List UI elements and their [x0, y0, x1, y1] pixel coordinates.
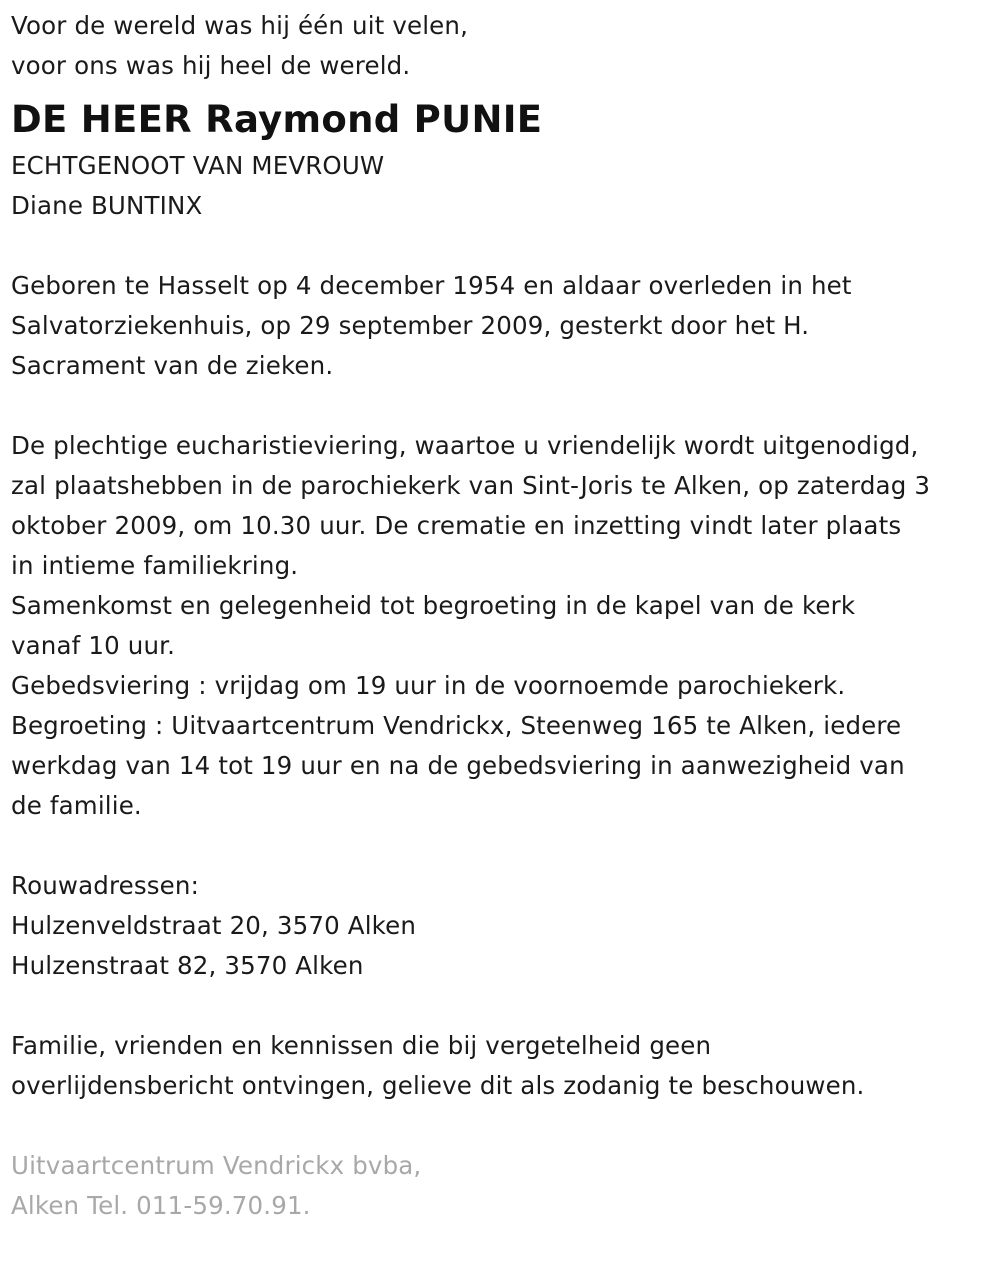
spacer	[11, 986, 990, 1026]
paragraph-line: Geboren te Hasselt op 4 december 1954 en aldaar overleden in het	[11, 271, 852, 300]
paragraph-line: werkdag van 14 tot 19 uur en na de gebedsviering in aanwezigheid van	[11, 751, 905, 780]
spacer	[11, 226, 990, 266]
addresses-label: Rouwadressen:	[11, 871, 199, 900]
spacer	[11, 826, 990, 866]
paragraph-line: Begroeting : Uitvaartcentrum Vendrickx, Steenweg 165 te Alken, iedere	[11, 711, 902, 740]
motto-line: voor ons was hij heel de wereld.	[11, 51, 411, 80]
paragraph-line: in intieme familiekring.	[11, 551, 299, 580]
footer-line: Uitvaartcentrum Vendrickx bvba,	[11, 1151, 422, 1180]
paragraph-line: Samenkomst en gelegenheid tot begroeting in de kapel van de kerk	[11, 591, 856, 620]
paragraph-line: Sacrament van de zieken.	[11, 351, 334, 380]
paragraph-line: zal plaatshebben in de parochiekerk van Sint-Joris te Alken, op zaterdag 3	[11, 471, 931, 500]
paragraph-line: Familie, vrienden en kennissen die bij vergetelheid geen	[11, 1031, 712, 1060]
closing-paragraph	[11, 1026, 990, 1106]
address-item: Hulzenveldstraat 20, 3570 Alken	[11, 911, 417, 940]
address-item: Hulzenstraat 82, 3570 Alken	[11, 951, 364, 980]
spacer	[11, 1106, 990, 1146]
funeral-home-footer	[11, 1146, 990, 1226]
spacer	[11, 386, 990, 426]
paragraph-line: Gebedsviering : vrijdag om 19 uur in de voornoemde parochiekerk.	[11, 671, 846, 700]
paragraph-line: oktober 2009, om 10.30 uur. De crematie en inzetting vindt later plaats	[11, 511, 902, 540]
paragraph-line: de familie.	[11, 791, 142, 820]
footer-line: Alken Tel. 011-59.70.91.	[11, 1191, 311, 1220]
paragraph-line: De plechtige eucharistieviering, waartoe u vriendelijk wordt uitgenodigd,	[11, 431, 919, 460]
relation-line: ECHTGENOOT VAN MEVROUW	[11, 151, 385, 180]
birth-death-paragraph	[11, 266, 990, 386]
paragraph-line: Salvatorziekenhuis, op 29 september 2009, gesterkt door het H.	[11, 311, 810, 340]
deceased-name: DE HEER Raymond PUNIE	[11, 98, 543, 141]
spouse-name: Diane BUNTINX	[11, 191, 203, 220]
motto-line: Voor de wereld was hij één uit velen,	[11, 11, 469, 40]
mourning-addresses	[11, 866, 990, 986]
ceremony-paragraph	[11, 426, 990, 826]
paragraph-line: vanaf 10 uur.	[11, 631, 176, 660]
motto	[11, 6, 990, 86]
paragraph-line: overlijdensbericht ontvingen, gelieve dit als zodanig te beschouwen.	[11, 1071, 865, 1100]
